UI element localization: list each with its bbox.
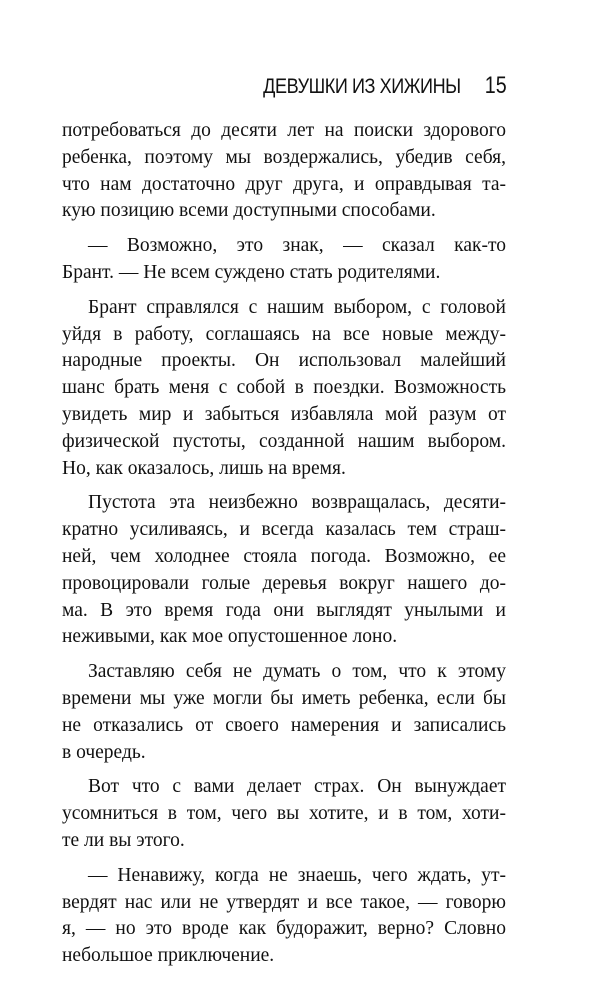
text-line: Брант справлялся с нашим выбором, с головой [88,296,506,318]
text-line: небольшое приключение. [62,945,275,967]
text-line: Брант. — Не всем суждено стать родителями. [62,261,441,283]
text-line: вердят нас или не утвердят и все такое, — говорю [62,891,506,913]
text-line: уйдя в работу, соглашаясь на все новые между- [62,323,506,345]
paragraph [62,863,506,970]
text-line: народные проекты. Он использовал малейший [62,350,506,372]
paragraph [62,295,506,483]
text-line: не отказались от своего намерения и записались [62,714,506,736]
text-line: кратно усиливаясь, и всегда казалась тем страш- [62,519,506,541]
text-line: увидеть мир и забыться избавляла мой разум от [62,403,506,425]
text-line: провоцировали голые деревья вокруг нашего до- [62,572,506,594]
text-line: я, — но это вроде как будоражит, верно? Словно [62,918,506,940]
text-line: в очередь. [62,741,146,763]
text-line: Вот что с вами делает страх. Он вынуждает [88,776,506,798]
text-line: физической пустоты, созданной нашим выбором. [62,430,506,452]
text-line: времени мы уже могли бы иметь ребенка, если бы [62,687,506,709]
text-line: Заставляю себя не думать о том, что к этому [88,661,506,683]
text-line: — Возможно, это знак, — сказал как-то [88,235,506,257]
paragraph [62,490,506,651]
paragraph [62,659,506,766]
text-line: Но, как оказалось, лишь на время. [62,457,346,479]
paragraph [62,118,506,225]
text-line: те ли вы этого. [62,829,185,851]
text-line: ней, чем холоднее стояла погода. Возможно, ее [62,545,506,567]
text-line: потребоваться до десяти лет на поиски здорового [62,120,506,141]
paragraph [62,774,506,854]
body-text [62,118,506,978]
text-line: шанс брать меня с собой в поездки. Возможность [62,377,506,399]
text-line: усомниться в том, чего вы хотите, и в том, хоти- [62,803,506,825]
text-line: ребенка, поэтому мы воздержались, убедив себя, [62,146,506,168]
running-header [231,72,507,100]
text-line: кую позицию всеми доступными способами. [62,200,436,222]
paragraph [62,233,506,287]
text-line: — Ненавижу, когда не знаешь, чего ждать, ут- [88,864,506,886]
running-title: ДЕВУШКИ ИЗ ХИЖИНЫ [262,75,461,98]
text-line: Пустота эта неизбежно возвращалась, десяти- [88,492,506,514]
text-line: ма. В это время года они выглядят унылыми и [62,599,506,621]
text-line: что нам достаточно друг друга, и оправдывая та- [62,173,506,195]
text-line: неживыми, как мое опустошенное лоно. [62,626,398,648]
page-number: 15 [485,72,507,99]
